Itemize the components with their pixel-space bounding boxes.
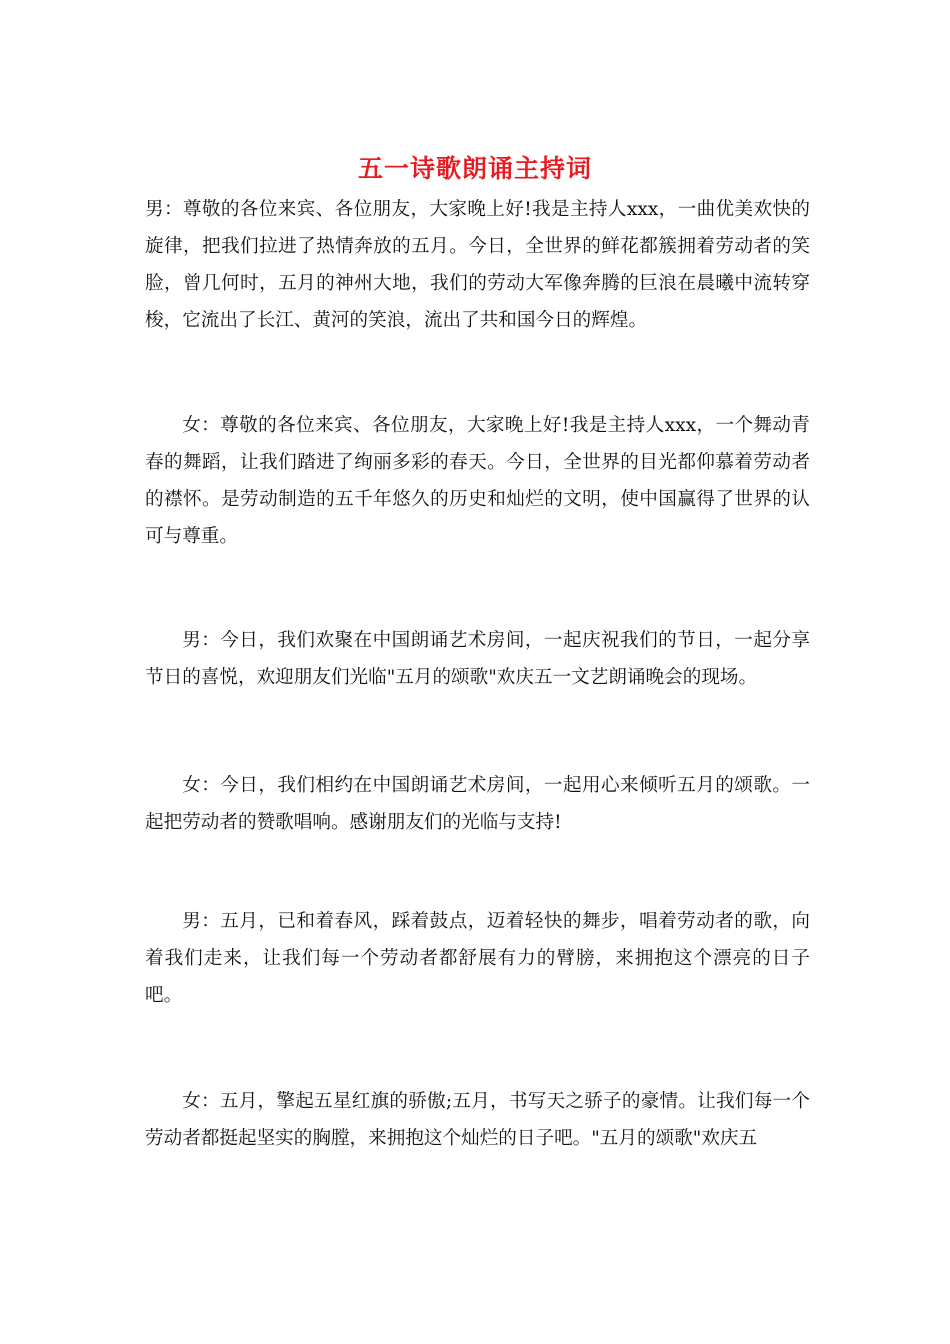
paragraph-5: 男：五月，已和着春风，踩着鼓点，迈着轻快的舞步，唱着劳动者的歌，向着我们走来，让我们每一个劳动者都舒展有力的臂膀，来拥抱这个漂亮的日子吧。 <box>145 911 810 1006</box>
paragraph-2: 女：尊敬的各位来宾、各位朋友，大家晚上好!我是主持人xxx，一个舞动青春的舞蹈，让我们踏进了绚丽多彩的春天。今日，全世界的目光都仰慕着劳动者的襟怀。是劳动制造的五千年悠久的历史和灿烂的文明，使中国赢得了世界的认可与尊重。 <box>145 415 810 547</box>
paragraph-4: 女：今日，我们相约在中国朗诵艺术房间，一起用心来倾听五月的颂歌。一起把劳动者的赞歌唱响。感谢朋友们的光临与支持! <box>145 775 810 833</box>
paragraph-3: 男：今日，我们欢聚在中国朗诵艺术房间，一起庆祝我们的节日，一起分享节日的喜悦，欢迎朋友们光临"五月的颂歌"欢庆五一文艺朗诵晚会的现场。 <box>145 630 810 688</box>
paragraph-6: 女：五月，擎起五星红旗的骄傲;五月，书写天之骄子的豪情。让我们每一个劳动者都挺起坚实的胸膛，来拥抱这个灿烂的日子吧。"五月的颂歌"欢庆五 <box>145 1091 810 1149</box>
document-title: 五一诗歌朗诵主持词 <box>357 154 592 183</box>
paragraph-1: 男：尊敬的各位来宾、各位朋友，大家晚上好!我是主持人xxx，一曲优美欢快的旋律，把我们拉进了热情奔放的五月。今日，全世界的鲜花都簇拥着劳动者的笑脸，曾几何时，五月的神州大地，我们的劳动大军像奔腾的巨浪在晨曦中流转穿梭，它流出了长江、黄河的笑浪，流出了共和国今日的辉煌。 <box>145 199 810 331</box>
